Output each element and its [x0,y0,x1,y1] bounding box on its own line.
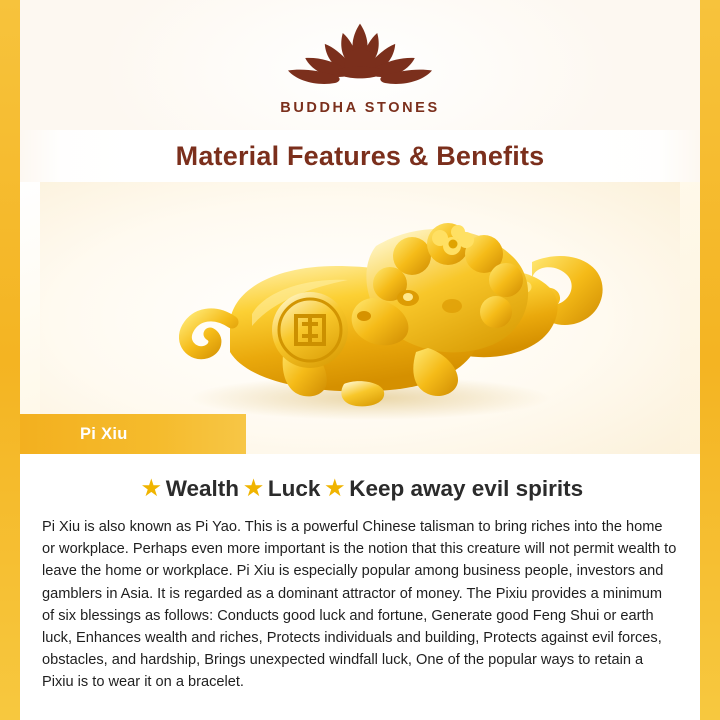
page-content [20,0,700,720]
banner-strip [20,130,700,182]
benefit-luck: Luck [267,476,321,501]
star-icon: ★ [244,477,263,500]
gold-pixiu-pendant-image [140,202,620,432]
product-caption-label: Pi Xiu [80,424,128,443]
logo-block [20,0,700,116]
star-icon: ★ [141,477,161,500]
left-gold-border [0,0,20,720]
description-section [20,454,700,720]
benefits-headline [42,476,678,502]
product-caption-tag [20,414,246,454]
star-icon: ★ [325,477,345,500]
right-gold-border [700,0,720,720]
page-title: Material Features & Benefits [175,140,545,171]
lotus-meditation-icon [280,22,440,94]
description-paragraph: Pi Xiu is also known as Pi Yao. This is a powerful Chinese talisman to bring riches into the home or workplace. Perhaps even more important is the notion that this creature will not permit wealth to leave the home or workplace. Pi Xiu is especially popular among business people, investors and gamblers in Asia. It is regarded as a dominant attractor of money. The Pixiu provides a minimum of six blessings as follows: Conducts good luck and fortune, Generate good Feng Shui or earth luck, Enhances wealth and riches, Protects individuals and building, Protects against evil forces, obstacles, and hardship, Brings unexpected windfall luck, One of the popular ways to retain a Pixiu is to wear it on a bracelet. [42,519,677,691]
benefit-wealth: Wealth [165,476,240,501]
brand-name: BUDDHA STONES [280,100,440,116]
product-image-region [20,182,700,454]
page-header [20,0,700,182]
benefit-evil-spirits: Keep away evil spirits [349,476,584,501]
